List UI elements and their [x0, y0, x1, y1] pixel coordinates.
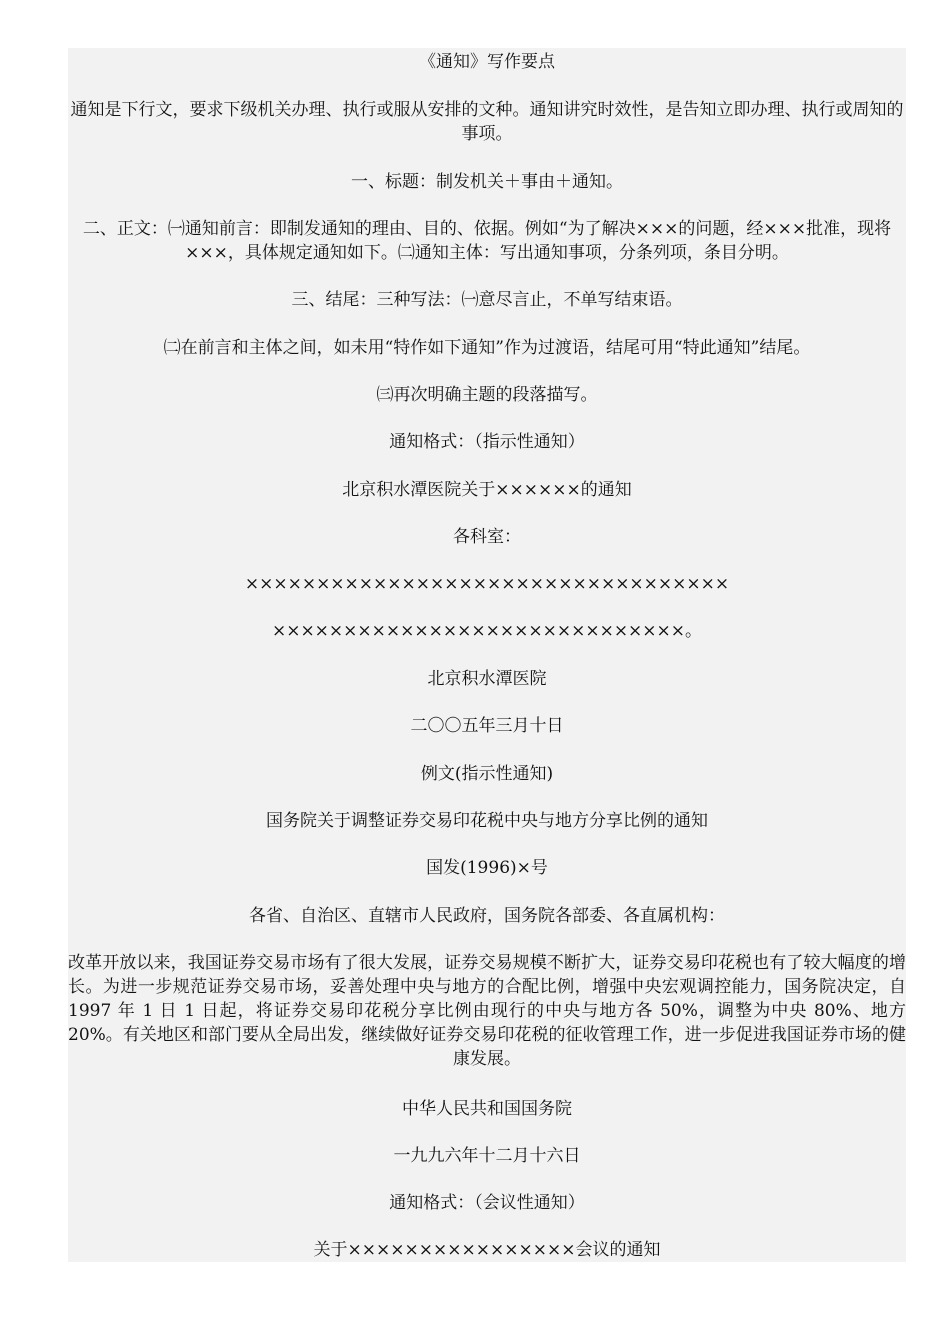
sample-body-line-1: ×××××××××××××××××××××××××××××××××× — [244, 574, 730, 594]
document-page — [68, 48, 906, 1262]
format-heading-directive: 通知格式：（指示性通知） — [389, 432, 585, 452]
sample-issuer: 北京积水潭医院 — [427, 669, 547, 689]
paragraph-heading-title: 一、标题：制发机关＋事由＋通知。 — [351, 172, 623, 192]
paragraph-ending-section: 三、结尾：三种写法：㈠意尽言止，不单写结束语。 — [291, 290, 683, 310]
example-document-number: 国发(1996)×号 — [426, 858, 548, 878]
example-date: 一九九六年十二月十六日 — [393, 1146, 581, 1166]
paragraph-ending-option-2: ㈡在前言和主体之间，如未用“特作如下通知”作为过渡语，结尾可用“特此通知”结尾。 — [163, 338, 811, 358]
example-issuer: 中华人民共和国国务院 — [402, 1099, 572, 1119]
sample-date: 二〇〇五年三月十日 — [410, 716, 564, 736]
example-body-paragraph: 改革开放以来，我国证券交易市场有了很大发展，证券交易规模不断扩大，证券交易印花税也有了较大幅度的增长。为进一步规范证券交易市场，妥善处理中央与地方的合配比例，增强中央宏观调控能力，国务院决定，自 1997 年 1 日 1 日起，将证券交易印花税分享比例由现行的中央与地方各 50%，调整为中央 80%、地方 20%。有关地区和部门要从全局出发，继续做好证券交易印花税的征收管理工作，进一步促进我国证券市场的健康发展。 — [68, 953, 906, 1069]
sample-body-line-2: ×××××××××××××××××××××××××××××。 — [271, 621, 703, 641]
example-heading: 例文(指示性通知) — [420, 764, 554, 784]
paragraph-body-section: 二、正文：㈠通知前言：即制发通知的理由、目的、依据。例如“为了解决×××的问题，经×××批准，现将×××，具体规定通知如下。㈡通知主体：写出通知事项，分条列项，条目分明。 — [82, 219, 892, 263]
paragraph-definition: 通知是下行文，要求下级机关办理、执行或服从安排的文种。通知讲究时效性，是告知立即办理、执行或周知的事项。 — [70, 100, 904, 144]
meeting-notice-title: 关于××××××××××××××××会议的通知 — [313, 1240, 661, 1260]
paragraph-ending-option-3: ㈢再次明确主题的段落描写。 — [376, 385, 598, 405]
example-notice-title: 国务院关于调整证券交易印花税中央与地方分享比例的通知 — [266, 811, 708, 831]
example-recipients: 各省、自治区、直辖市人民政府，国务院各部委、各直属机构： — [249, 906, 725, 926]
format-heading-meeting: 通知格式：（会议性通知） — [389, 1193, 585, 1213]
document-title: 《通知》写作要点 — [419, 52, 555, 72]
sample-recipient: 各科室： — [453, 527, 521, 547]
sample-notice-title: 北京积水潭医院关于××××××的通知 — [342, 480, 632, 500]
